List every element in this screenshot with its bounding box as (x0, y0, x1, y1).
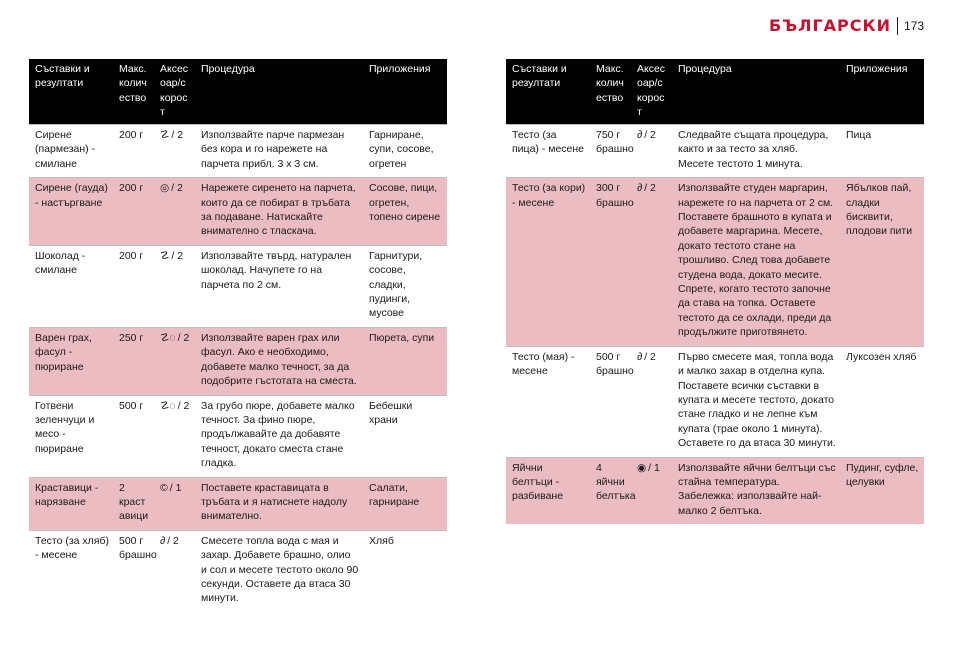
col-header-ingredients: Съставки и резултати (506, 59, 590, 125)
col-header-procedure: Процедура (195, 59, 363, 125)
whisk-icon: ◉ (637, 461, 647, 474)
procedure-cell: Следвайте същата процедура, както и за тесто за хляб. Месете тестото 1 минута. (672, 125, 840, 178)
blade-icon: ☡ (160, 249, 170, 262)
ingredient-cell: Тесто (мая) - месене (506, 346, 590, 457)
table-row (29, 395, 447, 477)
accessory-cell (154, 477, 195, 530)
table-row (506, 457, 924, 524)
procedure-cell: Използвайте парче пармезан без кора и го нарежете на парчета прибл. 3 х 3 см. (195, 125, 363, 178)
col-header-ingredients: Съставки и резултати (29, 59, 113, 125)
table-row (506, 346, 924, 457)
max-qty-cell: 200 г (113, 245, 154, 327)
procedure-cell: Поставете краставицата в тръбата и я натиснете надолу внимателно. (195, 477, 363, 530)
accessory-speed: / 1 (648, 461, 660, 474)
blade-and-whisk-icon: ☡◌ (160, 331, 176, 344)
table-row (29, 125, 447, 178)
applications-cell: Гарнитури, сосове, сладки, пудинги, мусове (363, 245, 447, 327)
max-qty-cell: 750 г брашно (590, 125, 631, 178)
accessory-speed: / 2 (171, 129, 184, 141)
dough-blade-icon: ∂ (160, 534, 166, 547)
accessory-speed: / 1 (169, 481, 182, 494)
max-qty-cell: 2 краст авици (113, 477, 154, 530)
table-row (506, 178, 924, 346)
page-number: 173 (903, 18, 924, 33)
max-qty-cell: 250 г (113, 327, 154, 395)
applications-cell: Пюрета, супи (363, 327, 447, 395)
col-header-applications: Приложения (840, 59, 924, 125)
recipe-table-left (29, 59, 447, 612)
accessory-cell (154, 245, 195, 327)
dough-blade-icon: ∂ (637, 129, 643, 141)
col-header-max-qty: Макс. колич ество (590, 59, 631, 125)
table-row (29, 178, 447, 246)
table-header-row (506, 59, 924, 125)
table-row (29, 477, 447, 530)
grater-disc-icon: ◎ (160, 182, 170, 195)
procedure-cell: Използвайте варен грах или фасул. Ако е необходимо, добавете малко течност, за да подобрите гъстотата на сместа. (195, 327, 363, 395)
ingredient-cell: Варен грах, фасул - пюриране (29, 327, 113, 395)
language-title: БЪЛГАРСКИ (768, 16, 891, 35)
applications-cell: Хляб (363, 530, 447, 612)
dough-blade-icon: ∂ (637, 350, 643, 363)
blade-and-whisk-icon: ☡◌ (160, 399, 176, 412)
accessory-speed: / 2 (171, 249, 184, 262)
ingredient-cell: Тесто (за кори) - месене (506, 178, 590, 346)
applications-cell: Сосове, пици, огретен, топено сирене (363, 178, 447, 246)
applications-cell: Пица (840, 125, 924, 178)
col-header-max-qty: Макс. колич ество (113, 59, 154, 125)
page-header (769, 16, 924, 35)
max-qty-cell: 500 г (113, 395, 154, 477)
table-row (29, 530, 447, 612)
procedure-cell: Използвайте студен маргарин, нарежете го на парчета от 2 см. Поставете брашното в купата и добавете маргарина. Месете, докато тестото стане на трошливо. След това добавете студена вода, докато месите. Спрете, когато тестото започне да става на топка. Оставете тестото да се охлади, преди да продължите приготвянето. (672, 178, 840, 346)
col-header-accessory: Аксес оар/с корос т (631, 59, 672, 125)
procedure-cell: Използвайте твърд, натурален шоколад. Начупете го на парчета по 2 см. (195, 245, 363, 327)
max-qty-cell: 500 г брашно (113, 530, 154, 612)
accessory-cell (154, 530, 195, 612)
blade-icon: ☡ (160, 129, 170, 141)
accessory-speed: / 2 (177, 331, 190, 344)
ingredient-cell: Тесто (за хляб) - месене (29, 530, 113, 612)
max-qty-cell: 300 г брашно (590, 178, 631, 346)
accessory-speed: / 2 (171, 182, 183, 195)
max-qty-cell: 4 яйчни белтъка (590, 457, 631, 524)
header-divider (897, 17, 898, 35)
accessory-cell (154, 178, 195, 246)
applications-cell: Луксозен хляб (840, 346, 924, 457)
procedure-cell: Използвайте яйчни белтъци със стайна температура. Забележка: използвайте най-малко 2 белтъка. (672, 457, 840, 524)
dough-blade-icon: ∂ (637, 182, 643, 195)
max-qty-cell: 200 г (113, 125, 154, 178)
accessory-speed: / 2 (644, 129, 656, 141)
ingredient-cell: Краставици - нарязване (29, 477, 113, 530)
ingredient-cell: Яйчни белтъци - разбиване (506, 457, 590, 524)
accessory-cell (154, 395, 195, 477)
recipe-table-right (506, 59, 924, 524)
applications-cell: Пудинг, суфле, целувки (840, 457, 924, 524)
accessory-cell (154, 327, 195, 395)
procedure-cell: За грубо пюре, добавете малко течност. За фино пюре, продължавайте да добавяте течност, докато сместа стане гладка. (195, 395, 363, 477)
col-header-accessory: Аксес оар/с корос т (154, 59, 195, 125)
applications-cell: Бебешки храни (363, 395, 447, 477)
col-header-procedure: Процедура (672, 59, 840, 125)
accessory-cell (631, 457, 672, 524)
slicing-disc-icon: © (160, 481, 168, 494)
accessory-speed: / 2 (167, 534, 179, 547)
ingredient-cell: Шоколад - смилане (29, 245, 113, 327)
accessory-cell (154, 125, 195, 178)
table-row (29, 245, 447, 327)
procedure-cell: Смесете топла вода с мая и захар. Добавете брашно, олио и сол и месете тестото около 90 секунди. Оставете да втаса 30 минути. (195, 530, 363, 612)
applications-cell: Ябълков пай, сладки бисквити, плодови пити (840, 178, 924, 346)
table-row (506, 125, 924, 178)
accessory-speed: / 2 (644, 350, 656, 363)
max-qty-cell: 200 г (113, 178, 154, 246)
table-row (29, 327, 447, 395)
max-qty-cell: 500 г брашно (590, 346, 631, 457)
ingredient-cell: Тесто (за пица) - месене (506, 125, 590, 178)
accessory-cell (631, 178, 672, 346)
ingredient-cell: Готвени зеленчуци и месо - пюриране (29, 395, 113, 477)
accessory-cell (631, 125, 672, 178)
applications-cell: Гарниране, супи, сосове, огретен (363, 125, 447, 178)
procedure-cell: Нарежете сиренето на парчета, които да се побират в тръбата за подаване. Натискайте внимателно с тласкача. (195, 178, 363, 246)
applications-cell: Салати, гарниране (363, 477, 447, 530)
ingredient-cell: Сирене (гауда) - настъргване (29, 178, 113, 246)
col-header-applications: Приложения (363, 59, 447, 125)
procedure-cell: Първо смесете мая, топла вода и малко захар в отделна купа. Поставете всички съставки в купата и месете тестото, докато стане гладко и не лепне към купата (трае около 1 минута). Оставете го да втаса 30 минути. (672, 346, 840, 457)
accessory-speed: / 2 (177, 399, 190, 412)
ingredient-cell: Сирене (пармезан) - смилане (29, 125, 113, 178)
accessory-speed: / 2 (644, 182, 656, 195)
table-header-row (29, 59, 447, 125)
accessory-cell (631, 346, 672, 457)
